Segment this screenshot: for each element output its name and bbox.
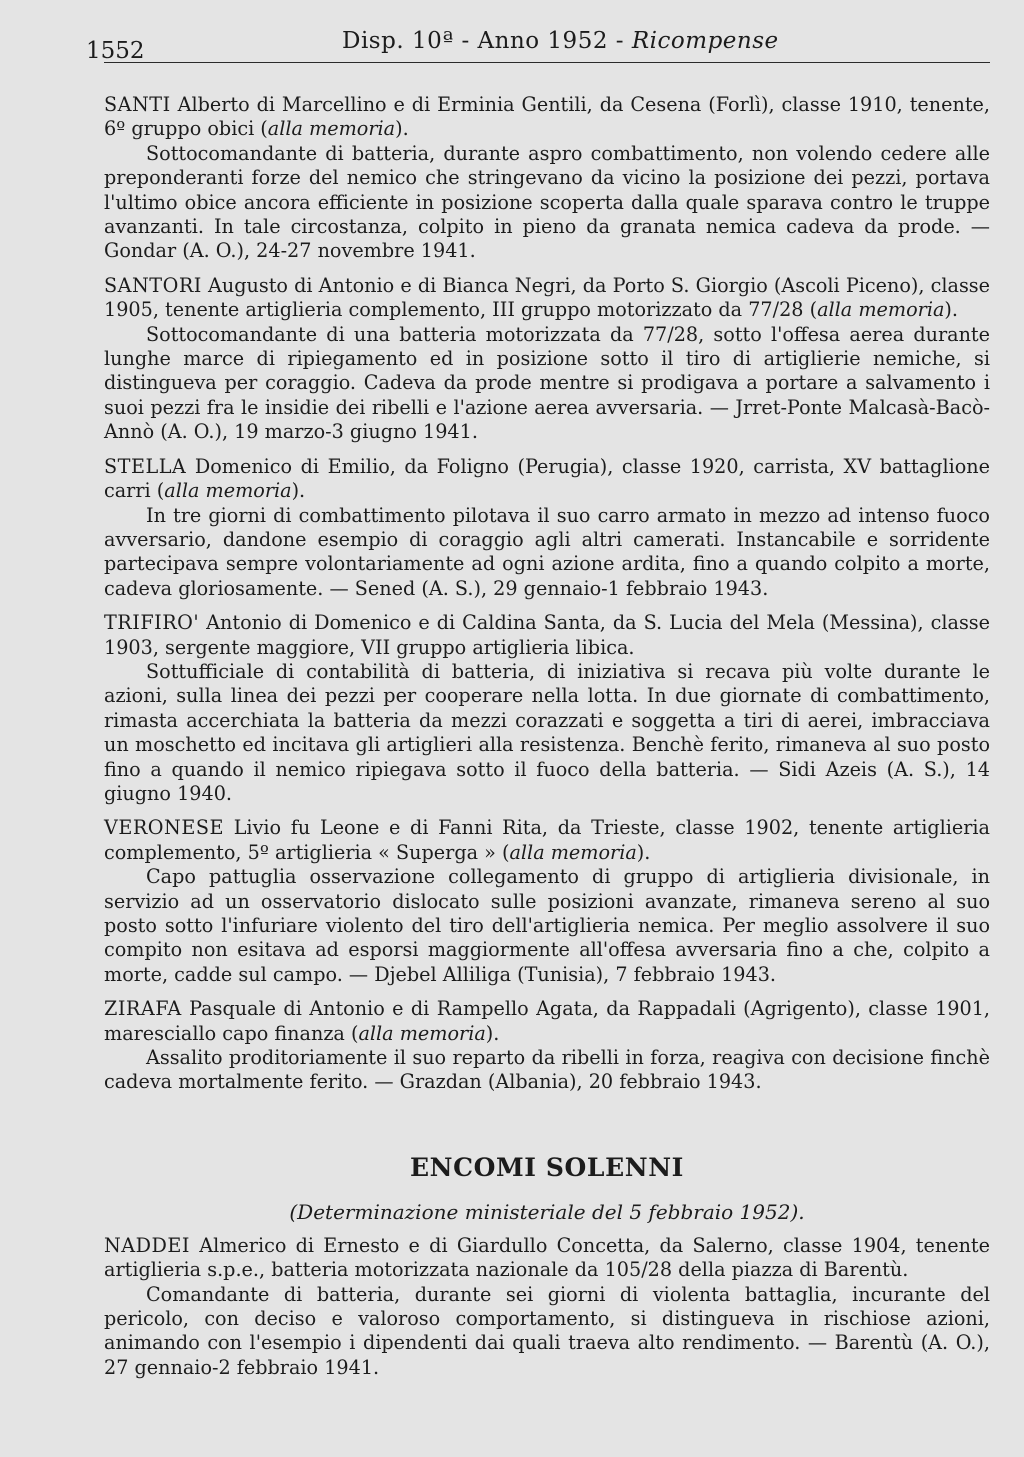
entry-heading <box>104 611 990 660</box>
encomio-entry <box>104 1234 990 1380</box>
page-number: 1552 <box>86 38 145 64</box>
entry-details: Domenico di Emilio, da Foligno (Perugia), classe 1920, carrista, XV battaglione carri ( <box>104 454 990 503</box>
entry-details: Livio fu Leone e di Fanni Rita, da Trieste, classe 1902, tenente artiglieria complemento, 5º artiglieria « Superga » ( <box>104 816 990 864</box>
entry-motivation: Capo pattuglia osservazione collegamento di gruppo di artiglieria divisionale, in servizio ad un osservatorio dislocato sulle posizioni avanzate, rimaneva sereno al suo posto sotto l'infuriare violento del tiro dell'artiglieria nemica. Per meglio assolvere il suo compito non esitava ad esporsi maggiormente all'offesa avversaria fino a che, colpito a morte, cadde sul campo. — Djebel Alliliga (Tunisia), 7 febbraio 1943. <box>104 865 990 986</box>
entry-details-end: ). <box>395 117 409 141</box>
entry-motivation: In tre giorni di combattimento pilotava il suo carro armato in mezzo ad intenso fuoco avversario, dandone esempio di coraggio agli altri camerati. Instancabile e sorridente partecipava sempre volontariamente ad ogni azione ardita, fino a quando colpito a morte, cadeva gloriosamente. — Sened (A. S.), 29 gennaio-1 febbraio 1943. <box>104 503 990 600</box>
award-entry <box>104 611 990 806</box>
entry-details-end: ). <box>636 840 651 864</box>
entry-surname: TRIFIRO' <box>104 611 200 635</box>
section-subtitle: (Determinazione ministeriale del 5 febbraio 1952). <box>289 1199 805 1224</box>
page-header <box>86 22 990 64</box>
entry-details: Pasquale di Antonio e di Rampello Agata, da Rappadali (Agrigento), classe 1901, maresciallo capo finanza ( <box>104 997 990 1045</box>
entry-surname: SANTORI <box>104 273 202 297</box>
entry-note: alla memoria <box>164 479 292 503</box>
award-entry <box>104 274 990 445</box>
entry-motivation: Sottocomandante di batteria, durante aspro combattimento, non volendo cedere alle preponderanti forze del nemico che stringevano da vicino la posizione dei pezzi, portava l'ultimo obice ancora efficiente in posizione scoperta dalla quale sparava contro le truppe avanzanti. In tale circostanza, colpito in pieno da granata nemica cadeva da prode. — Gondar (A. O.), 24-27 novembre 1941. <box>104 141 990 263</box>
entry-surname: NADDEI <box>104 1233 190 1257</box>
entry-details: Augusto di Antonio e di Bianca Negri, da Porto S. Giorgio (Ascoli Piceno), classe 1905, tenente artiglieria complemento, III gruppo motorizzato da 77/28 ( <box>104 273 990 322</box>
entry-details-end: ). <box>485 1021 500 1045</box>
entry-details: Almerico di Ernesto e di Giardullo Concetta, da Salerno, classe 1904, tenente artiglieria s.p.e., batteria motorizzata nazionale da 105/28 della piazza di Barentù. <box>104 1233 990 1282</box>
entry-surname: STELLA <box>104 454 187 478</box>
running-title-italic: Ricompense <box>631 28 779 54</box>
award-entry <box>104 93 990 264</box>
entry-heading <box>104 816 990 865</box>
entry-motivation: Assalito proditoriamente il suo reparto da ribelli in forza, reagiva con decisione finchè cadeva mortalmente ferito. — Grazdan (Albania), 20 febbraio 1943. <box>104 1046 990 1094</box>
entry-note: alla memoria <box>358 1021 486 1045</box>
entry-motivation: Sottocomandante di una batteria motorizzata da 77/28, sotto l'offesa aerea durante lunghe marce di ripiegamento ed in posizione sotto il tiro di artiglierie nemiche, si distingueva per coraggio. Cadeva da prode mentre si prodigava a portare a salvamento i suoi pezzi fra le insidie dei ribelli e l'azione aerea avversaria. — Jrret-Ponte Malcasà-Bacò-Annò (A. O.), 19 marzo-3 giugno 1941. <box>104 322 990 444</box>
entry-motivation: Comandante di batteria, durante sei giorni di violenta battaglia, incurante del pericolo, con deciso e valoroso comportamento, si distingueva in rischiose azioni, animando con l'esempio i dipendenti dai quali traeva alto rendimento. — Barentù (A. O.), 27 gennaio-2 febbraio 1941. <box>104 1282 990 1379</box>
entry-details: Antonio di Domenico e di Caldina Santa, da S. Lucia del Mela (Messina), classe 1903, sergente maggiore, VII gruppo artiglieria libica. <box>104 611 990 659</box>
entry-heading <box>104 274 990 323</box>
section-title: ENCOMI SOLENNI <box>410 1152 684 1182</box>
running-title-prefix: Disp. 10ª - Anno 1952 - <box>342 28 632 54</box>
entry-details-end: ). <box>944 298 958 322</box>
entry-surname: ZIRAFA <box>104 997 182 1021</box>
entry-heading <box>104 93 990 142</box>
award-entry <box>104 816 990 987</box>
entry-surname: SANTI <box>104 93 171 116</box>
entry-heading <box>104 455 990 504</box>
entry-heading <box>104 1234 990 1283</box>
entry-note: alla memoria <box>817 298 945 322</box>
award-entry <box>104 455 990 601</box>
entry-motivation: Sottufficiale di contabilità di batteria, di iniziativa si recava più volte durante le azioni, sulla linea dei pezzi per cooperare nella lotta. In due giornate di combattimento, rimasta accerchiata la batteria da mezzi corazzati e soggetta a tiri di aerei, imbracciava un moschetto ed incitava gli artiglieri alla resistenza. Benchè ferito, rimaneva al suo posto fino a quando il nemico ripiegava sotto il fuoco della batteria. — Sidi Azeis (A. S.), 14 giugno 1940. <box>104 659 990 805</box>
entry-note: alla memoria <box>509 840 637 864</box>
entry-surname: VERONESE <box>104 816 224 840</box>
entry-details: Alberto di Marcellino e di Erminia Gentili, da Cesena (Forlì), classe 1910, tenente, 6º gruppo obici ( <box>104 93 990 141</box>
entry-details-end: ). <box>291 479 306 503</box>
awards-list <box>104 93 990 1380</box>
award-entry <box>104 997 990 1095</box>
entry-heading <box>104 997 990 1046</box>
running-title <box>342 28 779 54</box>
entry-note: alla memoria <box>267 117 396 141</box>
